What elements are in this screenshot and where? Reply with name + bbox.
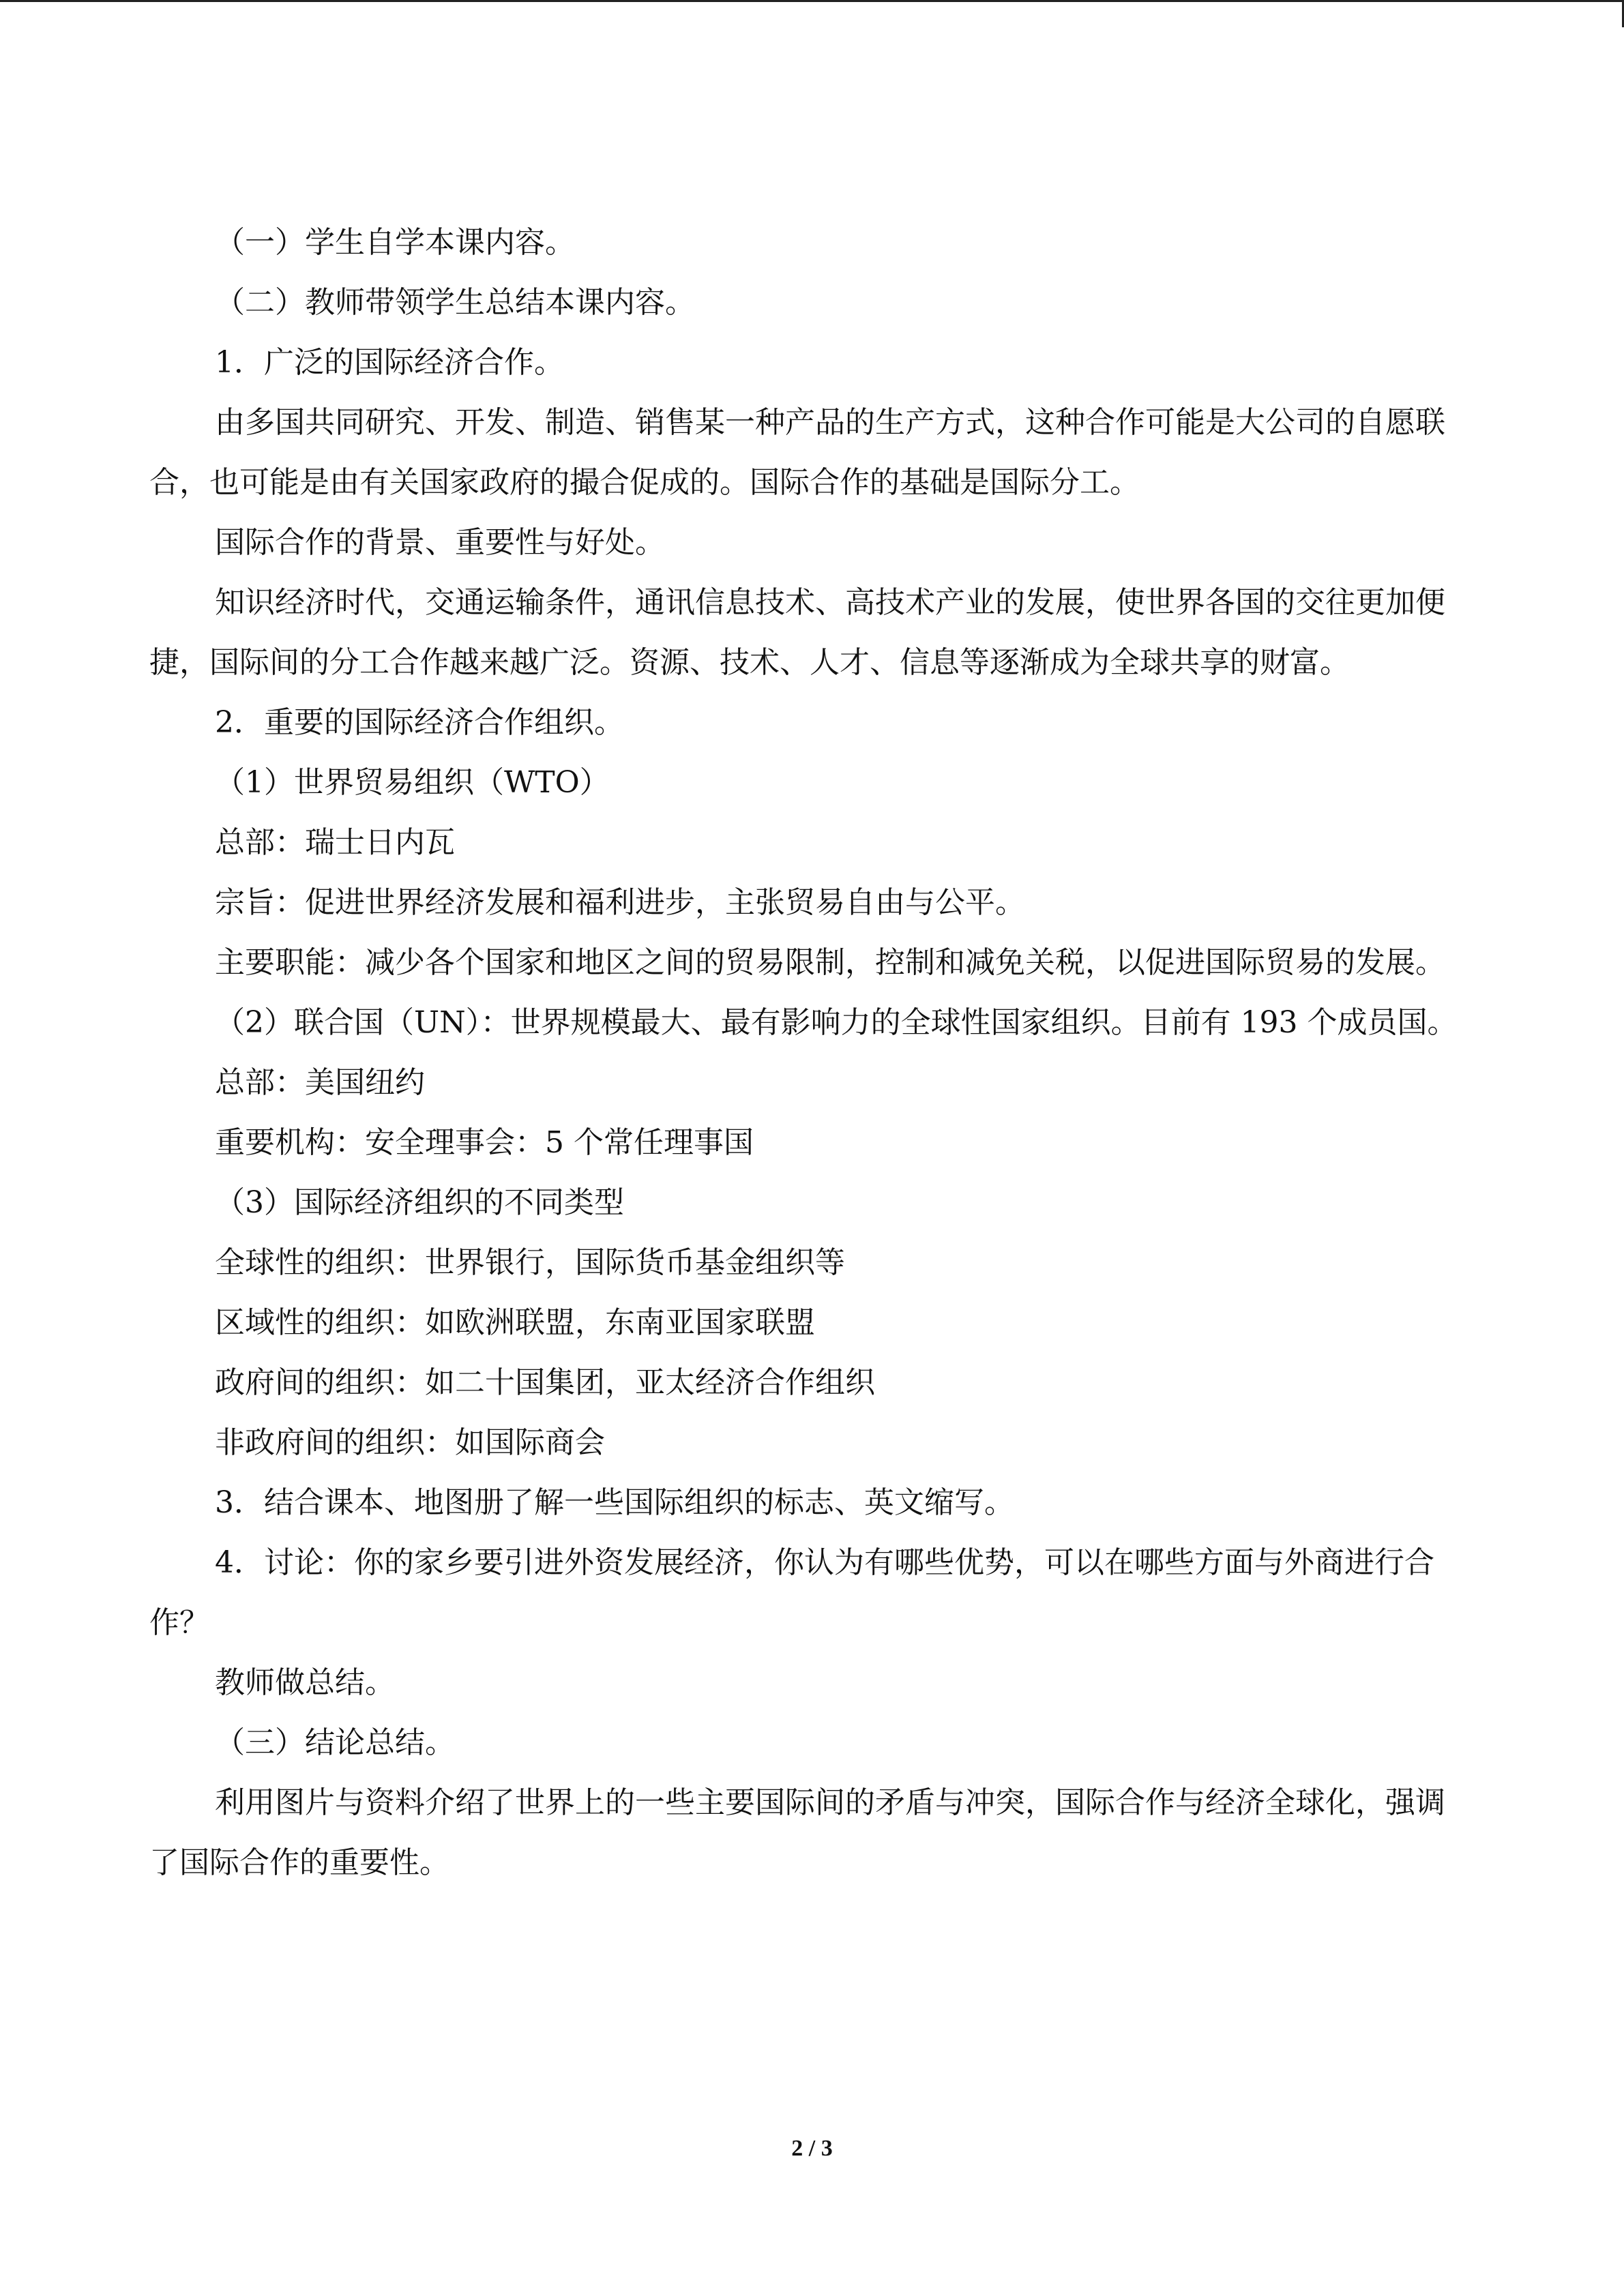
paragraph-teacher-conclusion: 教师做总结。 — [215, 1665, 395, 1700]
paragraph-wto-functions: 主要职能：减少各个国家和地区之间的贸易限制，控制和减免关税，以促进国际贸易的发展。 — [215, 945, 1445, 980]
paragraph-cooperation-background: 国际合作的背景、重要性与好处。 — [215, 525, 665, 560]
paragraph-conclusion-heading: （三）结论总结。 — [215, 1725, 455, 1760]
paragraph-global-organizations: 全球性的组织：世界银行，国际货币基金组织等 — [215, 1245, 845, 1280]
subheading-un: （2）联合国（UN）：世界规模最大、最有影响力的全球性国家组织。目前有 193 个成员国。 — [215, 1005, 1458, 1040]
heading-discussion: 4．讨论：你的家乡要引进外资发展经济，你认为有哪些优势，可以在哪些方面与外商进行合作？ — [149, 1545, 1434, 1640]
paragraph-un-security-council: 重要机构：安全理事会：5 个常任理事国 — [215, 1125, 754, 1160]
heading-economic-organizations: 2．重要的国际经济合作组织。 — [215, 705, 624, 740]
paragraph-nongovernmental-organizations: 非政府间的组织：如国际商会 — [215, 1425, 605, 1460]
subheading-organization-types: （3）国际经济组织的不同类型 — [215, 1185, 624, 1220]
paragraph-intergovernmental-organizations: 政府间的组织：如二十国集团，亚太经济合作组织 — [215, 1365, 875, 1400]
paragraph-un-headquarters: 总部：美国纽约 — [215, 1065, 425, 1100]
page-top-border — [0, 0, 1624, 2]
subheading-wto: （1）世界贸易组织（WTO） — [215, 765, 610, 800]
document-body — [149, 213, 1473, 1893]
paragraph-knowledge-economy: 知识经济时代，交通运输条件，通讯信息技术、高技术产业的发展，使世界各国的交往更加便捷，国际间的分工合作越来越广泛。资源、技术、人才、信息等逐渐成为全球共享的财富。 — [149, 585, 1445, 680]
paragraph-regional-organizations: 区域性的组织：如欧洲联盟，东南亚国家联盟 — [215, 1305, 815, 1340]
heading-international-cooperation: 1．广泛的国际经济合作。 — [215, 345, 564, 380]
paragraph-teacher-summary: （二）教师带领学生总结本课内容。 — [215, 285, 695, 320]
page-number: 2 / 3 — [791, 2136, 833, 2161]
paragraph-wto-headquarters: 总部：瑞士日内瓦 — [215, 825, 455, 860]
paragraph-cooperation-definition: 由多国共同研究、开发、制造、销售某一种产品的生产方式，这种合作可能是大公司的自愿联合，也可能是由有关国家政府的撮合促成的。国际合作的基础是国际分工。 — [149, 405, 1445, 500]
paragraph-conclusion-summary: 利用图片与资料介绍了世界上的一些主要国际间的矛盾与冲突，国际合作与经济全球化，强调了国际合作的重要性。 — [149, 1785, 1445, 1880]
paragraph-self-study: （一）学生自学本课内容。 — [215, 225, 575, 260]
heading-organization-logos: 3．结合课本、地图册了解一些国际组织的标志、英文缩写。 — [215, 1485, 1014, 1520]
paragraph-wto-purpose: 宗旨：促进世界经济发展和福利进步，主张贸易自由与公平。 — [215, 885, 1025, 920]
